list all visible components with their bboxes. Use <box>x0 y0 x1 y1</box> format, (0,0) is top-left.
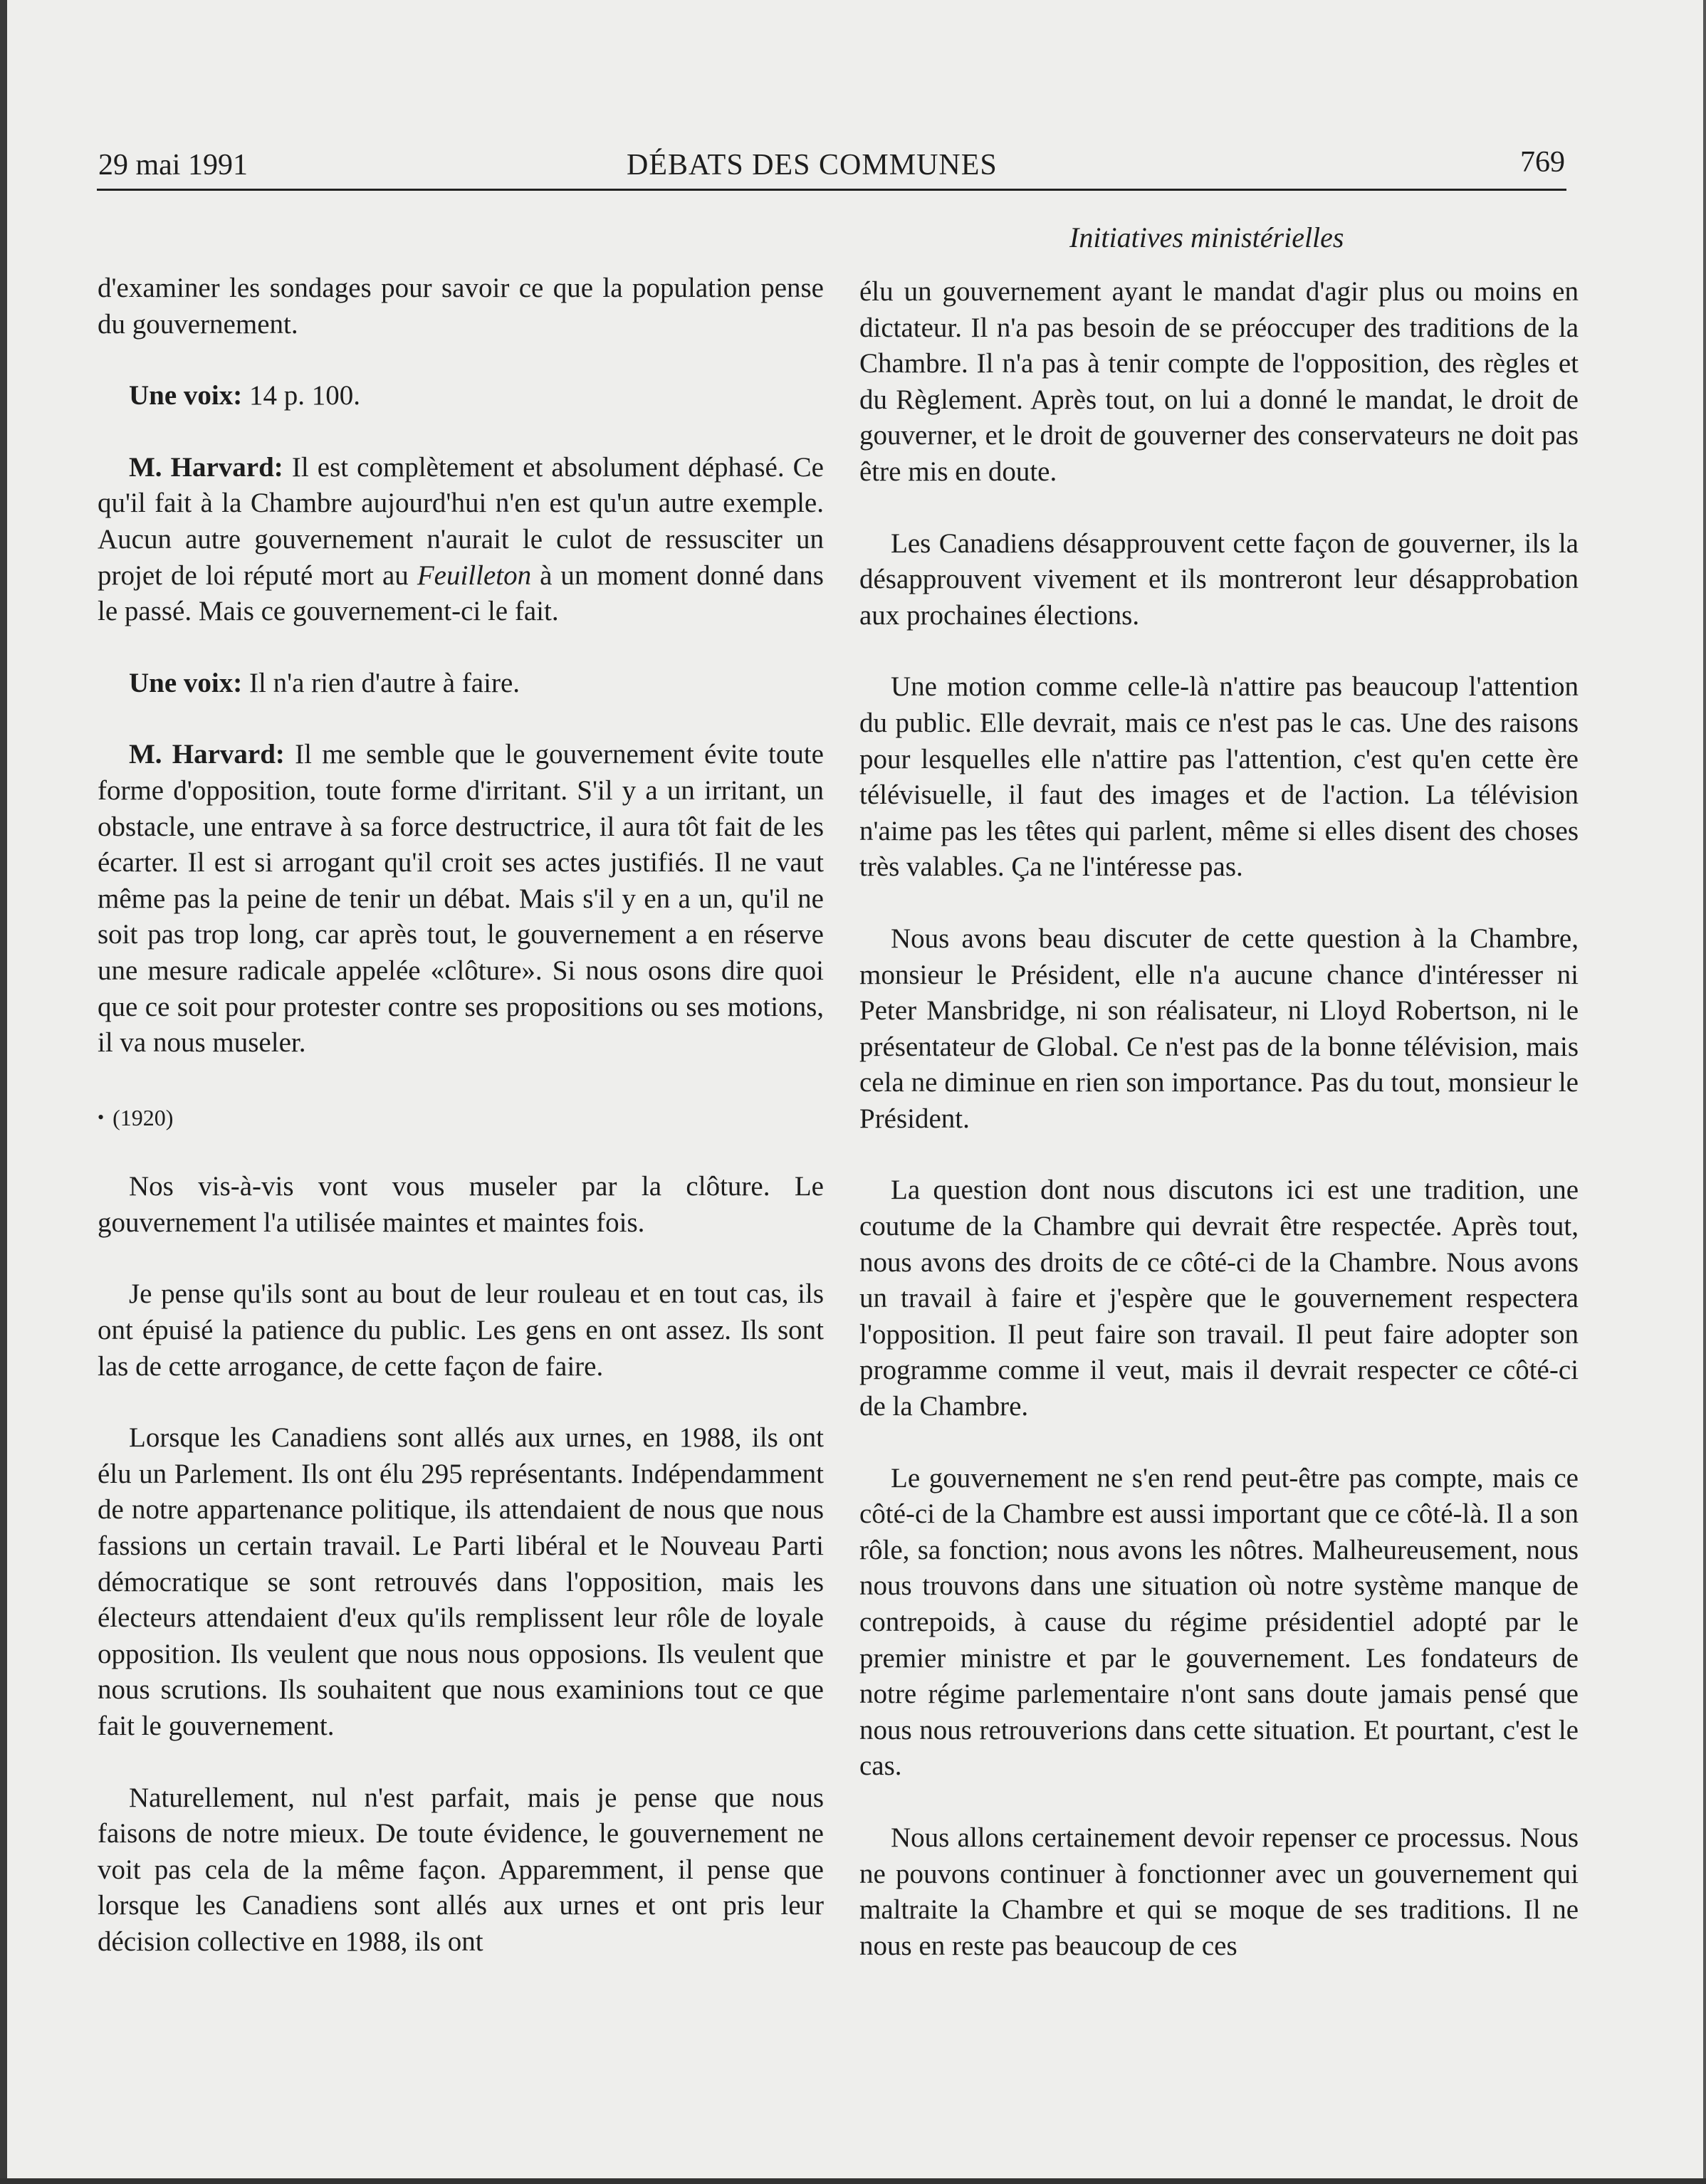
left-column <box>98 271 824 1960</box>
speaker-name: M. Harvard: <box>129 739 285 770</box>
paragraph <box>98 378 824 414</box>
page-header <box>98 148 1565 191</box>
italic-text: Feuilleton <box>417 560 532 591</box>
paragraph: Les Canadiens désapprouvent cette façon de gouverner, ils la désapprouvent vivement et ils montreront leur désapprobation aux prochaines élections. <box>859 527 1579 631</box>
speech-text: Il me semble que le gouvernement évite toute forme d'opposition, toute forme d'irritant. S'il y a un irritant, un obstacle, une entrave à sa force destructrice, il aura tôt fait de les écarter. Il est si arrogant qu'il croit ses actes justifiés. Il ne vaut même pas la peine de tenir un débat. Mais s'il y en a un, qu'il ne soit pas trop long, car après tout, le gouvernement a en réserve une mesure radicale appelée «clôture». Si nous osons dire quoi que ce soit pour protester contre ses propositions ou ses motions, il va nous museler. <box>98 739 824 1059</box>
paragraph: Lorsque les Canadiens sont allés aux urnes, en 1988, ils ont élu un Parlement. Ils ont élu 295 représentants. Indépendamment de notre appartenance politique, ils attendaient de nous que nous fassions un certain travail. Le Parti libéral et le Nouveau Parti démocratique se sont retrouvés dans l'opposition, mais les électeurs attendaient d'eux qu'ils remplissent leur rôle de loyale opposition. Ils veulent que nous nous opposions. Ils veulent que nous scrutions. Ils souhaitent que nous examinions tout ce que fait le gouvernement. <box>98 1422 824 1741</box>
section-title: Initiatives ministérielles <box>1069 221 1344 253</box>
speech-text: Il est complètement et absolument déphasé. Ce qu'il fait à la Chambre aujourd'hui n'en est qu'un autre exemple. Aucun autre gouvernement n'aurait le culot de ressusciter un projet de loi réputé mort au <box>98 451 824 591</box>
paragraph <box>98 737 824 1061</box>
paragraph: Naturellement, nul n'est parfait, mais je pense que nous faisons de notre mieux. De toute évidence, le gouvernement ne voit pas cela de la même façon. Apparemment, il pense que lorsque les Canadiens sont allés aux urnes et ont pris leur décision collective en 1988, ils ont <box>98 1782 824 1957</box>
header-title: DÉBATS DES COMMUNES <box>627 149 998 182</box>
speaker-name: M. Harvard: <box>129 451 283 483</box>
speaker-name: Une voix: <box>129 667 243 698</box>
paragraph: Nous avons beau discuter de cette question à la Chambre, monsieur le Président, elle n'a aucune chance d'intéresser ni Peter Mansbridge, ni son réalisateur, ni Lloyd Robertson, ni le présentateur de Global. Ce n'est pas de la bonne télévision, mais cela ne diminue en rien son importance. Pas du tout, monsieur le Président. <box>859 923 1579 1134</box>
page-number: 769 <box>1520 146 1565 179</box>
speech-text: à un moment donné dans le passé. Mais ce gouvernement-ci le fait. <box>98 560 824 627</box>
paragraph <box>98 666 824 702</box>
speaker-name: Une voix: <box>129 380 243 411</box>
scan-edge-bottom <box>0 2178 1706 2184</box>
paragraph: élu un gouvernement ayant le mandat d'agir plus ou moins en dictateur. Il n'a pas besoin de se préoccuper des traditions de la Chambre. Il n'a pas à tenir compte de l'opposition, des règles et du Règlement. Après tout, on lui a donné le mandat, le droit de gouverner, et le droit de gouverner des conservateurs ne doit pas être mis en doute. <box>859 276 1579 487</box>
paragraph: Nous allons certainement devoir repenser ce processus. Nous ne pouvons continuer à fonctionner avec un gouvernement qui maltraite la Chambre et qui se moque de ses traditions. Il ne nous en reste pas beaucoup de ces <box>859 1822 1579 1961</box>
paragraph: d'examiner les sondages pour savoir ce que la population pense du gouvernement. <box>98 273 824 340</box>
right-column <box>859 274 1579 1964</box>
speech-text: Il n'a rien d'autre à faire. <box>242 667 520 698</box>
speech-text: 14 p. 100. <box>242 380 360 411</box>
paragraph: Nos vis-à-vis vont vous museler par la clôture. Le gouvernement l'a utilisée maintes et maintes fois. <box>98 1171 824 1238</box>
time-stamp: (1920) <box>112 1104 174 1130</box>
header-rule <box>97 189 1566 191</box>
paragraph <box>98 450 824 630</box>
scan-edge-left <box>0 0 7 2184</box>
time-marker <box>98 1100 824 1138</box>
paragraph: Le gouvernement ne s'en rend peut-être pas compte, mais ce côté-ci de la Chambre est aussi important que ce côté-là. Il a son rôle, sa fonction; nous avons les nôtres. Malheureusement, nous nous trouvons dans une situation où notre système manque de contrepoids, à cause du régime présidentiel adopté par le premier ministre et par le gouvernement. Les fondateurs de notre régime parlementaire n'ont sans doute jamais pensé que nous nous retrouverions dans cette situation. Et pourtant, c'est le cas. <box>859 1462 1579 1782</box>
bullet-icon: • <box>98 1106 105 1128</box>
paragraph: Une motion comme celle-là n'attire pas beaucoup l'attention du public. Elle devrait, mais ce n'est pas le cas. Une des raisons pour lesquelles elle n'attire pas l'attention, c'est qu'en cette ère télévisuelle, il faut des images et de l'action. La télévision n'aime pas les têtes qui parlent, même si elles disent des choses très valables. Ça ne l'intéresse pas. <box>859 671 1579 883</box>
header-date: 29 mai 1991 <box>98 149 248 182</box>
paragraph: La question dont nous discutons ici est une tradition, une coutume de la Chambre qui devrait être respectée. Après tout, nous avons des droits de ce côté-ci de la Chambre. Nous avons un travail à faire et j'espère que le gouvernement respectera l'opposition. Il peut faire son travail. Il peut faire adopter son programme comme il veut, mais il devrait respecter ce côté-ci de la Chambre. <box>859 1175 1579 1422</box>
paragraph: Je pense qu'ils sont au bout de leur rouleau et en tout cas, ils ont épuisé la patience du public. Les gens en ont assez. Ils sont las de cette arrogance, de cette façon de faire. <box>98 1279 824 1382</box>
scan-edge-right <box>1703 0 1706 2184</box>
